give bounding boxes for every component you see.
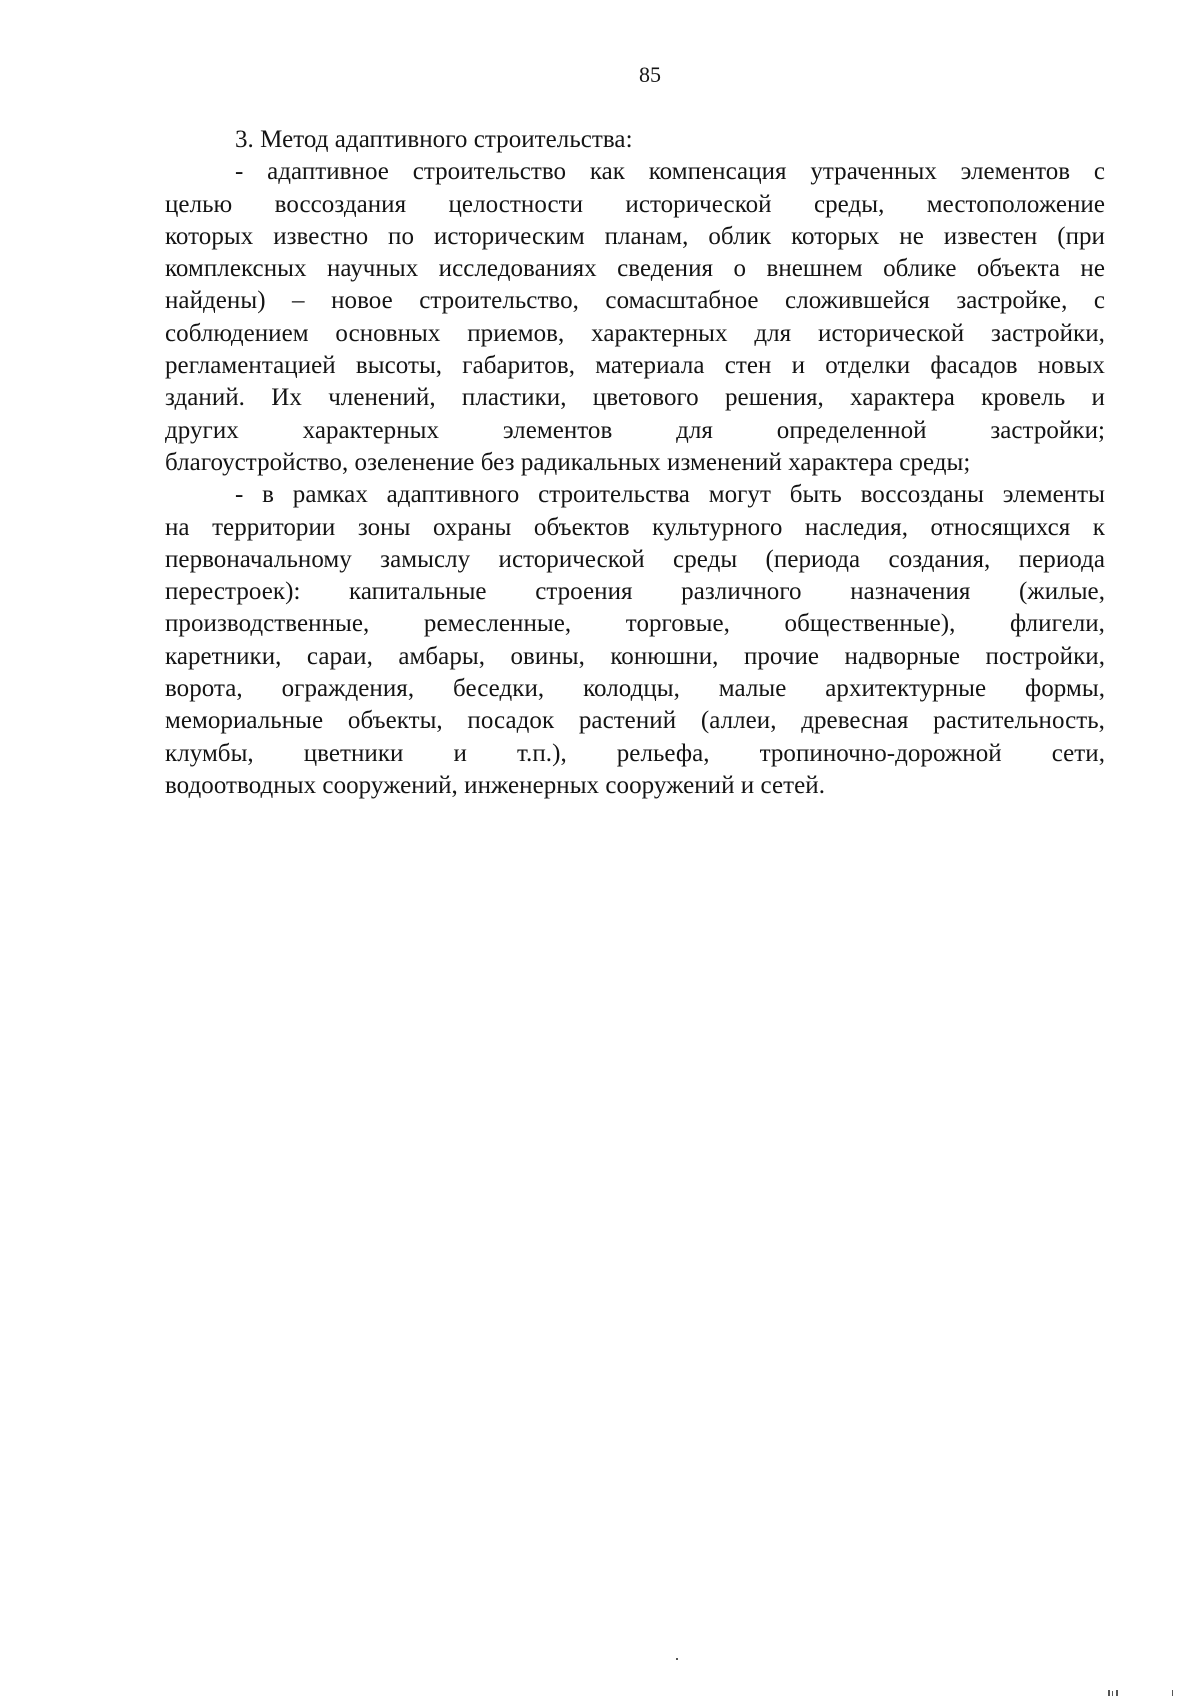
- scan-dot: [676, 1658, 678, 1660]
- text-line: комплексных научных исследованиях сведения о внешнем облике объекта не: [165, 255, 1105, 283]
- text-line: каретники, сараи, амбары, овины, конюшни, прочие надворные постройки,: [165, 642, 1105, 670]
- text-line: благоустройство, озеленение без радикальных изменений характера среды;: [165, 448, 971, 476]
- scan-tick: [1116, 1690, 1118, 1696]
- document-body: [165, 124, 1105, 802]
- text-line: мемориальные объекты, посадок растений (аллеи, древесная растительность,: [165, 707, 1105, 735]
- text-line: - в рамках адаптивного строительства могут быть воссозданы элементы: [235, 481, 1105, 509]
- paragraph-2: [165, 479, 1105, 802]
- page-number: 85: [639, 62, 661, 87]
- text-line: - адаптивное строительство как компенсация утраченных элементов с: [235, 158, 1105, 186]
- text-line: на территории зоны охраны объектов культурного наследия, относящихся к: [165, 513, 1105, 541]
- text-line: ворота, ограждения, беседки, колодцы, малые архитектурные формы,: [165, 675, 1105, 703]
- scan-tick: [1108, 1690, 1110, 1696]
- text-line: найдены) – новое строительство, сомасштабное сложившейся застройке, с: [165, 287, 1105, 315]
- text-line: которых известно по историческим планам, облик которых не известен (при: [165, 222, 1105, 250]
- text-line: перестроек): капитальные строения различного назначения (жилые,: [165, 578, 1105, 606]
- text-line: водоотводных сооружений, инженерных сооружений и сетей.: [165, 771, 825, 799]
- text-line: других характерных элементов для определенной застройки;: [165, 416, 1105, 444]
- scan-tick: [1112, 1691, 1113, 1696]
- section-heading: 3. Метод адаптивного строительства:: [235, 126, 633, 153]
- text-line: первоначальному замыслу исторической среды (периода создания, периода: [165, 545, 1105, 573]
- text-line: регламентацией высоты, габаритов, материала стен и отделки фасадов новых: [165, 352, 1105, 380]
- paragraph-1: [165, 156, 1105, 479]
- text-line: производственные, ремесленные, торговые, общественные), флигели,: [165, 610, 1105, 638]
- text-line: соблюдением основных приемов, характерных для исторической застройки,: [165, 319, 1105, 347]
- text-line: зданий. Их членений, пластики, цветового решения, характера кровель и: [165, 384, 1105, 412]
- text-line: целью воссоздания целостности исторической среды, местоположение: [165, 190, 1105, 218]
- scan-tick: [1172, 1690, 1173, 1696]
- text-line: клумбы, цветники и т.п.), рельефа, тропиночно-дорожной сети,: [165, 739, 1105, 767]
